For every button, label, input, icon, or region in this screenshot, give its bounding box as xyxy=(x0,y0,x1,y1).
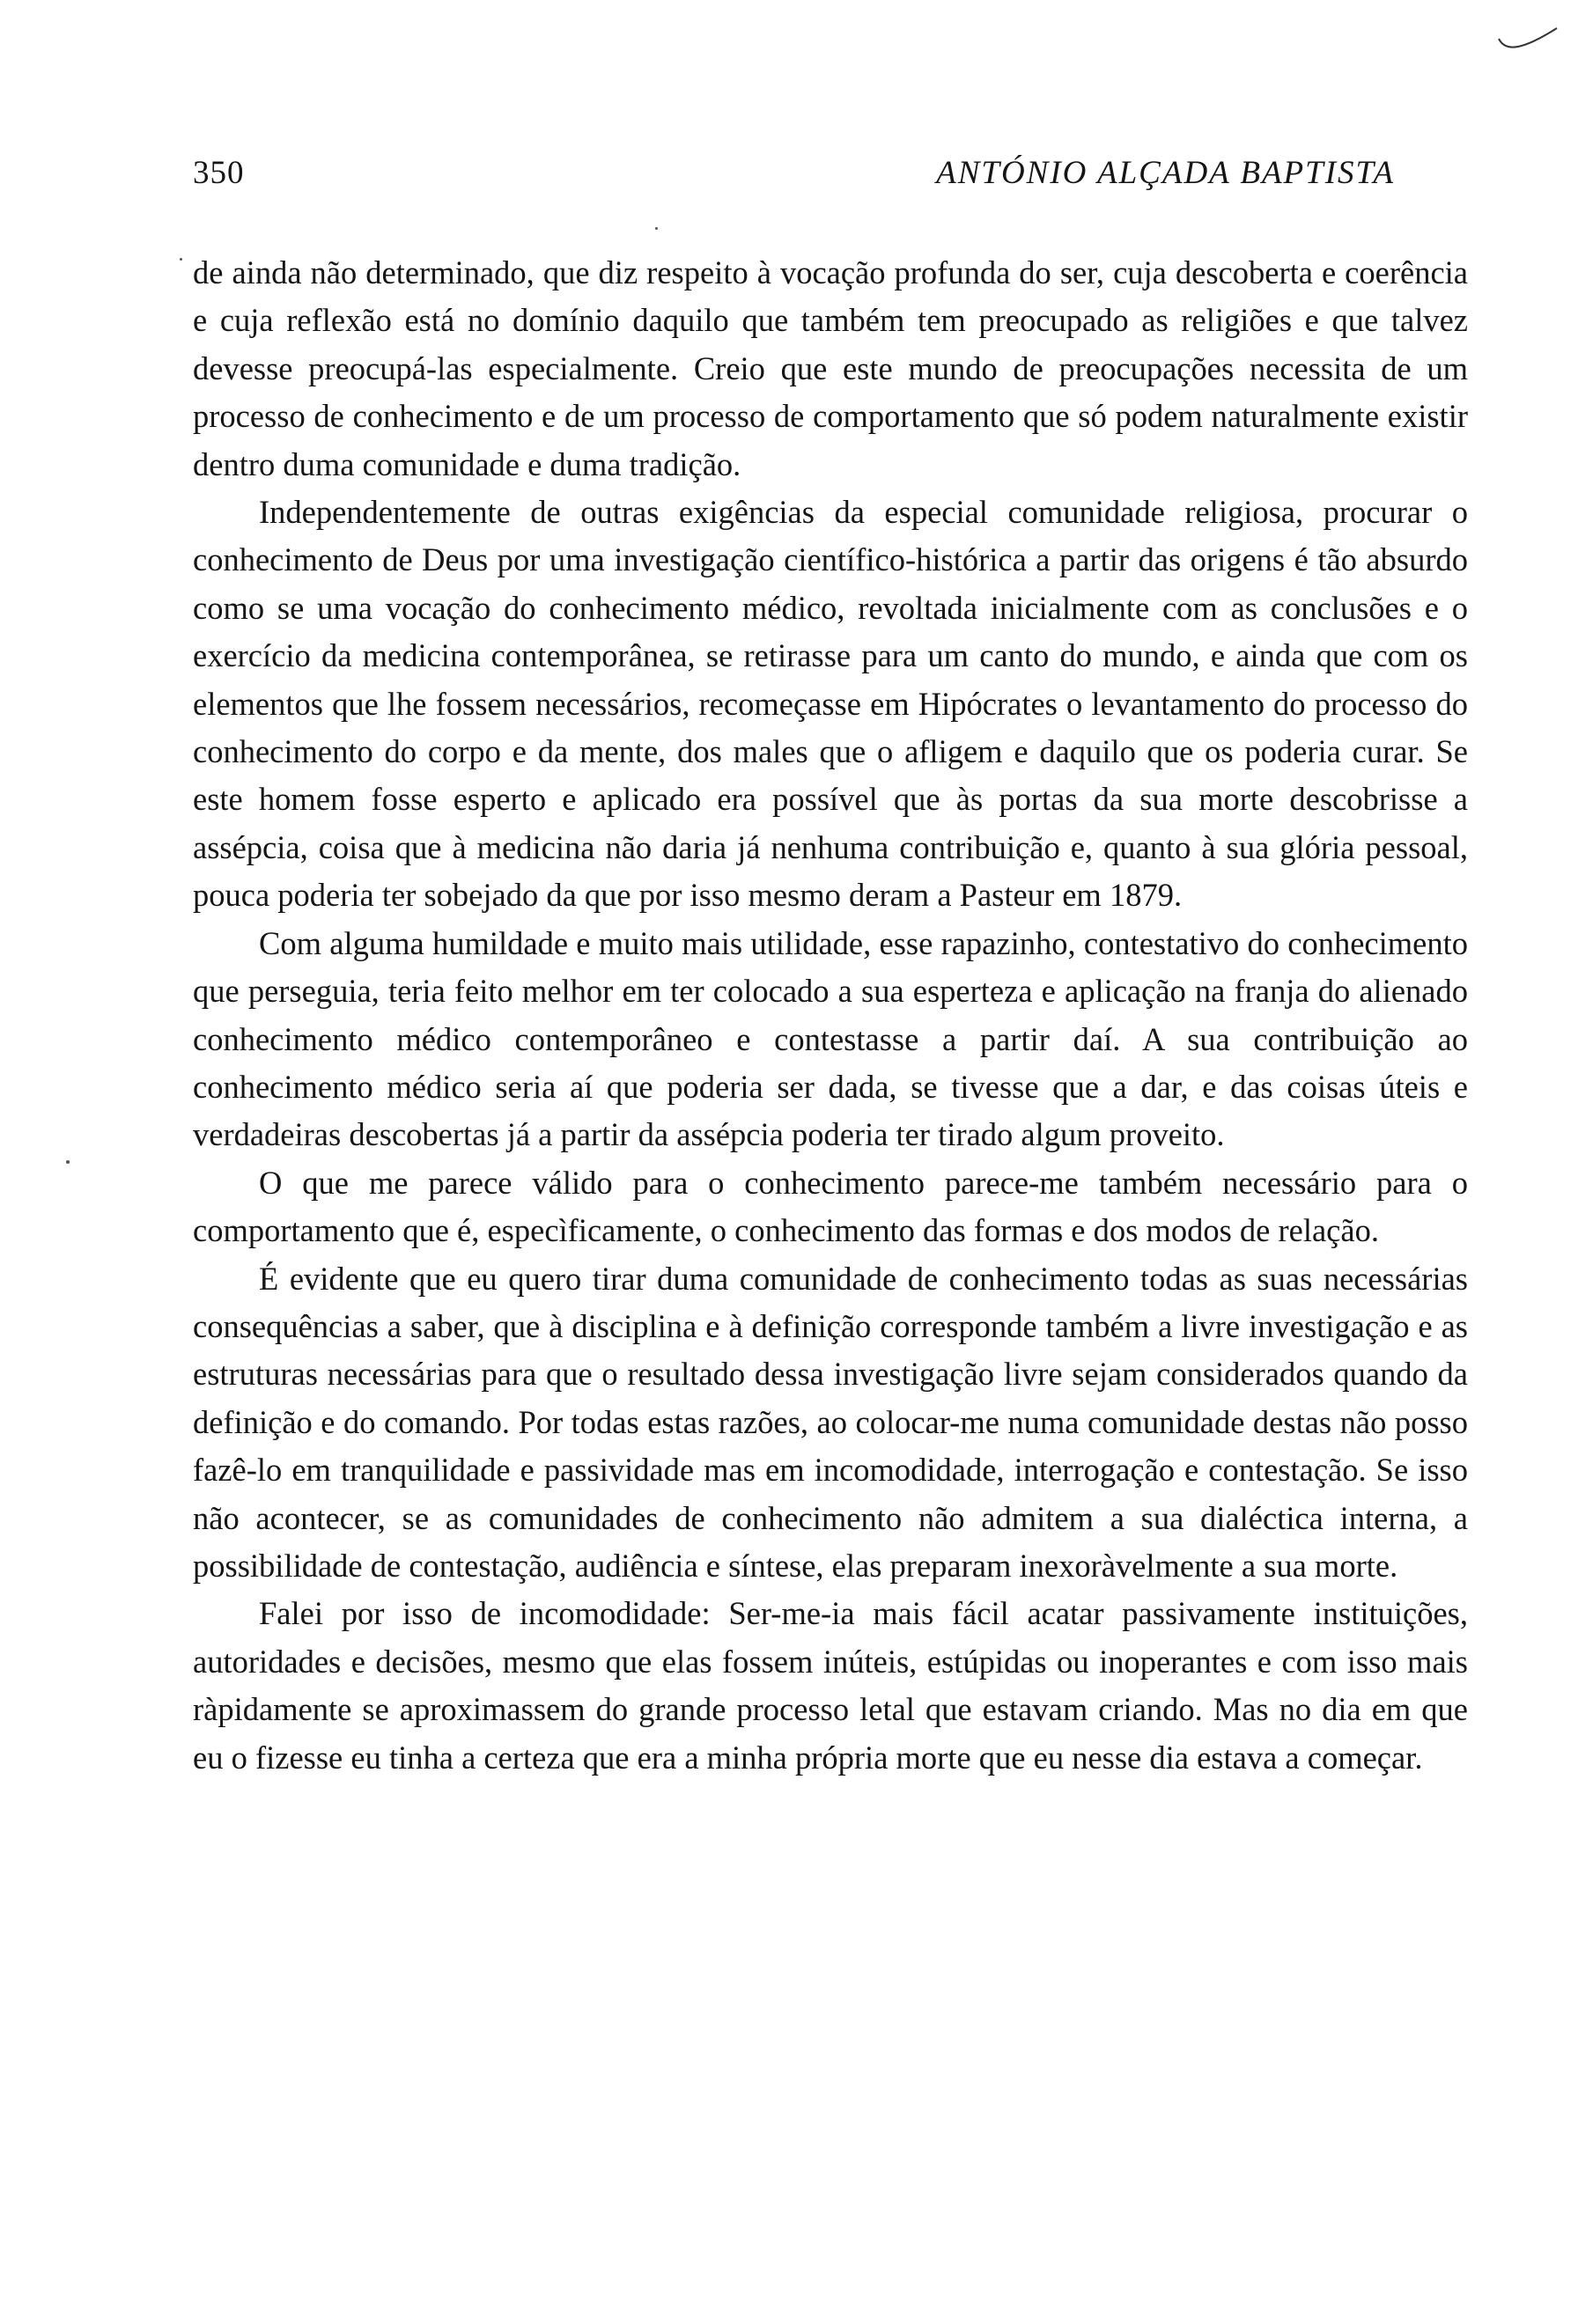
paragraph-6: Falei por isso de incomodidade: Ser-me-ia mais fácil acatar passivamente instituições, autoridades e decisões, mesmo que elas fossem inúteis, estúpidas ou inoperantes e com isso mais ràpidamente se aproximassem do grande processo letal que estavam criando. Mas no dia em que eu o fizesse eu tinha a certeza que era a minha própria morte que eu nesse dia estava a começar. xyxy=(193,1595,1468,1776)
pencil-mark-icon xyxy=(1497,26,1559,62)
scan-speck xyxy=(66,1160,70,1164)
paragraph-3: Com alguma humildade e muito mais utilidade, esse rapazinho, contestativo do conhecimento que perseguia, teria feito melhor em ter colocado a sua esperteza e aplicação na franja do alienado conhecimento médico contemporâneo e contestasse a partir daí. A sua contribuição ao conhecimento médico seria aí que poderia ser dada, se tivesse que a dar, e das coisas úteis e verdadeiras descobertas já a partir da assépcia poderia ter tirado algum proveito. xyxy=(193,924,1468,1153)
body-text xyxy=(193,249,1468,1782)
page-number: 350 xyxy=(193,155,245,191)
paragraph-5: É evidente que eu quero tirar duma comunidade de conhecimento todas as suas necessárias consequências a saber, que à disciplina e à definição corresponde também a livre investigação e as estruturas necessárias para que o resultado dessa investigação livre sejam considerados quando da definição e do comando. Por todas estas razões, ao colocar-me numa comunidade destas não posso fazê-lo em tranquilidade e passividade mas em incomodidade, interrogação e contestação. Se isso não acontecer, se as comunidades de conhecimento não admitem a sua dialéctica interna, a possibilidade de contestação, audiência e síntese, elas preparam inexoràvelmente a sua morte. xyxy=(193,1260,1468,1584)
page-header xyxy=(193,154,1395,207)
paragraph-1: de ainda não determinado, que diz respeito à vocação profunda do ser, cuja descoberta e coerência e cuja reflexão está no domínio daquilo que também tem preocupado as religiões e que talvez devesse preocupá-las especialmente. Creio que este mundo de preocupações necessita de um processo de conhecimento e de um processo de comportamento que só podem naturalmente existir dentro duma comunidade e duma tradição. xyxy=(193,254,1468,482)
scan-speck xyxy=(180,258,182,261)
paragraph-2: Independentemente de outras exigências da especial comunidade religiosa, procurar o conhecimento de Deus por uma investigação científico-histórica a partir das origens é tão absurdo como se uma vocação do conhecimento médico, revoltada inicialmente com as conclusões e o exercício da medicina contemporânea, se retirasse para um canto do mundo, e ainda que com os elementos que lhe fossem necessários, recomeçasse em Hipócrates o levantamento do processo do conhecimento do corpo e da mente, dos males que o afligem e daquilo que os poderia curar. Se este homem fosse esperto e aplicado era possível que às portas da sua morte descobrisse a assépcia, coisa que à medicina não daria já nenhuma contribuição e, quanto à sua glória pessoal, pouca poderia ter sobejado da que por isso mesmo deram a Pasteur em 1879. xyxy=(193,494,1468,914)
running-head: ANTÓNIO ALÇADA BAPTISTA xyxy=(936,155,1395,191)
scan-speck xyxy=(655,227,658,230)
paragraph-4: O que me parece válido para o conhecimento parece-me também necessário para o comportamento que é, especìficamente, o conhecimento das formas e dos modos de relação. xyxy=(193,1164,1468,1249)
